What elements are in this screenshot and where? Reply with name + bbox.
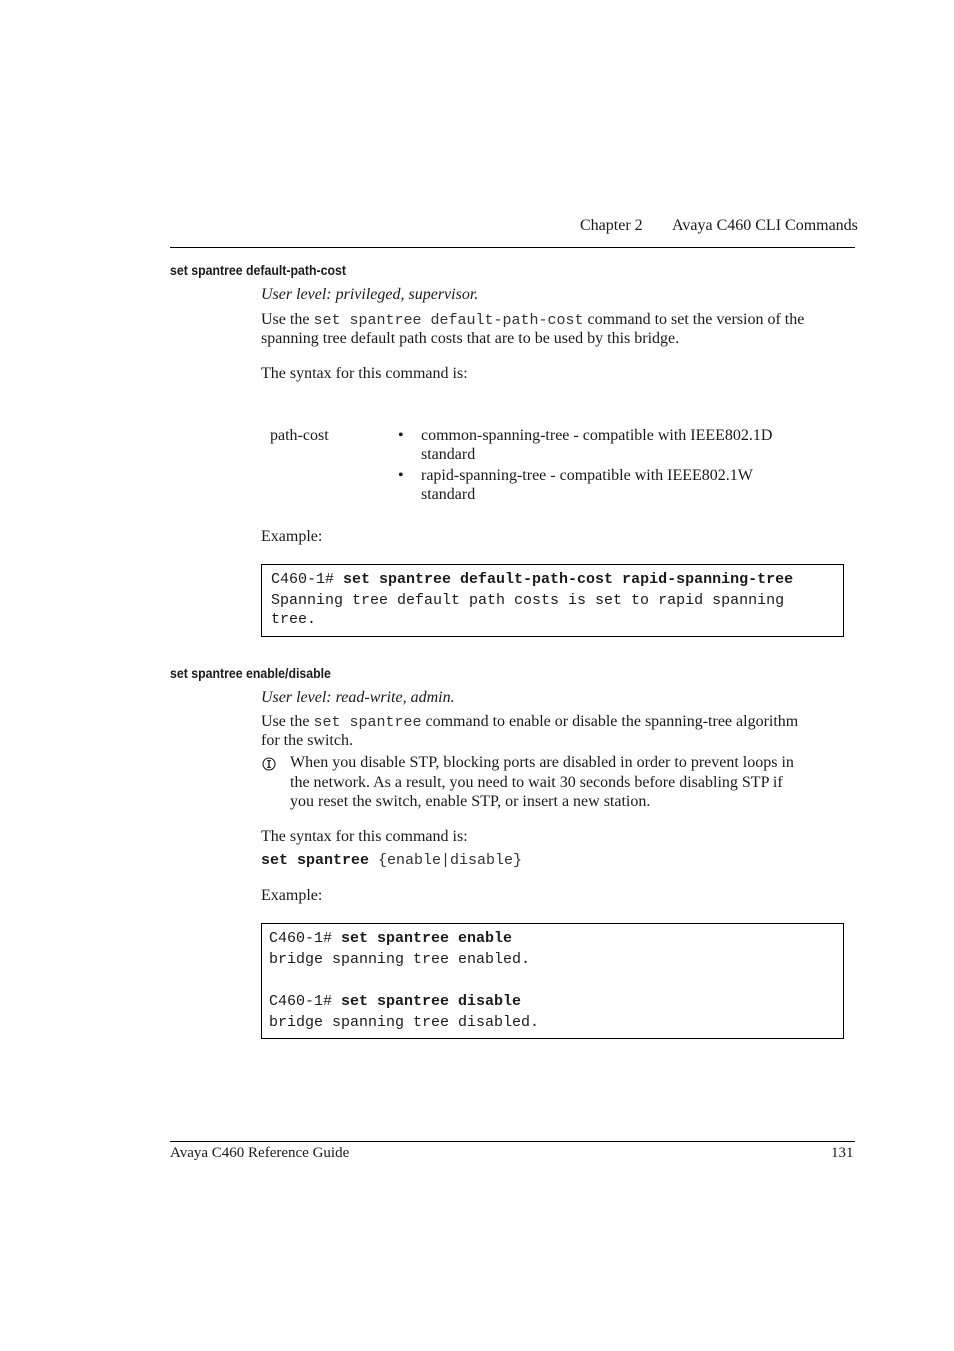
param-value-line1: common-spanning-tree - compatible with IEEE802.1D	[421, 427, 773, 444]
code-command: set spantree enable	[341, 930, 513, 947]
code-line	[271, 570, 793, 590]
description-text-line2: spanning tree default path costs that are to be used by this bridge.	[261, 330, 680, 347]
example-code-box	[261, 564, 844, 637]
bullet-icon: •	[398, 467, 404, 484]
section-heading-default-path-cost: set spantree default-path-cost	[170, 262, 346, 278]
page-number: 131	[831, 1145, 854, 1161]
description-text-line2: for the switch.	[261, 732, 353, 749]
code-line	[269, 992, 521, 1012]
code-prompt: C460-1#	[269, 993, 342, 1010]
user-level-text: User level: read-write, admin.	[261, 689, 455, 706]
syntax-intro: The syntax for this command is:	[261, 365, 468, 382]
description-paragraph	[261, 310, 804, 331]
code-command: set spantree disable	[341, 993, 522, 1010]
note-text-line3: you reset the switch, enable STP, or insert a new station.	[290, 793, 651, 810]
syntax-command: set spantree	[261, 852, 370, 869]
example-label: Example:	[261, 887, 323, 904]
code-output: tree.	[271, 611, 317, 628]
description-text: command to enable or disable the spanning-tree algorithm	[421, 713, 799, 730]
example-code-box	[261, 923, 844, 1039]
section-heading-enable-disable: set spantree enable/disable	[170, 665, 331, 681]
description-paragraph	[261, 712, 798, 733]
inline-code: set spantree	[313, 714, 422, 731]
header-rule	[170, 247, 855, 248]
note-text-line1: When you disable STP, blocking ports are disabled in order to prevent loops in	[290, 754, 794, 771]
code-command: set spantree default-path-cost rapid-spanning-tree	[343, 571, 794, 588]
inline-code: set spantree default-path-cost	[313, 312, 584, 329]
syntax-intro: The syntax for this command is:	[261, 828, 468, 845]
chapter-label: Chapter 2	[580, 217, 643, 234]
param-value-line1: rapid-spanning-tree - compatible with IEEE802.1W	[421, 467, 753, 484]
code-line	[269, 929, 512, 949]
syntax-args: {enable|disable}	[369, 852, 523, 869]
user-level-text: User level: privileged, supervisor.	[261, 286, 479, 303]
description-text: Use the	[261, 713, 314, 730]
info-icon	[262, 756, 276, 770]
example-label: Example:	[261, 528, 323, 545]
bullet-icon: •	[398, 427, 404, 444]
code-output: bridge spanning tree enabled.	[269, 951, 531, 968]
description-text: Use the	[261, 311, 314, 328]
guide-title: Avaya C460 Reference Guide	[170, 1145, 350, 1161]
note-text-line2: the network. As a result, you need to wait 30 seconds before disabling STP if	[290, 774, 783, 791]
code-output: bridge spanning tree disabled.	[269, 1014, 540, 1031]
param-name: path-cost	[270, 427, 329, 444]
chapter-title: Avaya C460 CLI Commands	[672, 217, 858, 234]
param-value-line2: standard	[421, 446, 476, 463]
syntax-line	[261, 852, 522, 869]
code-prompt: C460-1#	[269, 930, 342, 947]
code-output: Spanning tree default path costs is set to rapid spanning	[271, 592, 785, 609]
footer-rule	[170, 1141, 855, 1142]
param-value-line2: standard	[421, 486, 476, 503]
description-text: command to set the version of the	[583, 311, 805, 328]
code-prompt: C460-1#	[271, 571, 344, 588]
